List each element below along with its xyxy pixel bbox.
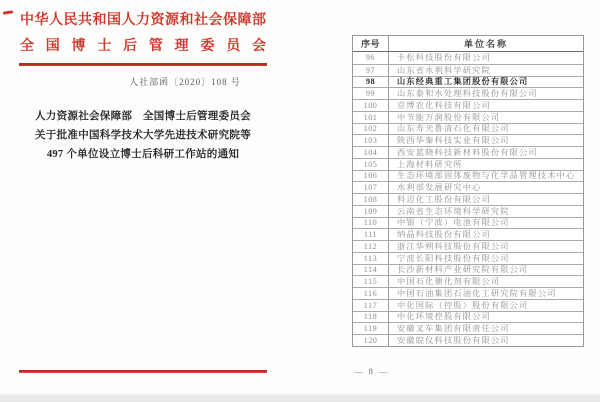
notice-title (20, 107, 266, 164)
serial-number-cell: 105 (353, 159, 389, 170)
unit-name-text: 中节能万润股份有限公司 (397, 112, 501, 122)
unit-name-cell (389, 147, 583, 158)
serial-number-cell: 113 (353, 253, 389, 264)
serial-number-cell: 118 (353, 312, 389, 323)
unit-name-cell (389, 253, 583, 264)
notice-title-line3: 497 个单位设立博士后科研工作站的通知 (46, 149, 240, 160)
notice-page (20, 12, 266, 373)
unit-name-cell (389, 323, 583, 334)
unit-name-text: 山东经典重工集团股份有限公司 (397, 77, 528, 88)
serial-number-cell: 101 (353, 112, 389, 123)
serial-number-cell: 106 (353, 171, 389, 182)
notice-body-line (20, 316, 266, 331)
table-row (353, 275, 583, 287)
red-scan-mark (3, 10, 13, 14)
table-row (353, 205, 583, 217)
table-row (353, 264, 583, 276)
unit-name-text: 生态环境部固体废物与化学品管理技术中心 (397, 171, 576, 181)
unit-name-text: 云南省生态环境科学研究院 (397, 206, 510, 216)
issuer-name-line1: 中华人民共和国人力资源和社会保障部 (20, 13, 266, 28)
serial-number-cell: 117 (353, 300, 389, 311)
table-row (353, 170, 583, 182)
unit-name-text: 浙江华朔科技股份有限公司 (397, 241, 510, 251)
unit-name-cell (389, 135, 583, 146)
table-row (353, 158, 583, 170)
notice-title-line2: 关于批准中国科学技术大学先进技术研究院等 (35, 130, 251, 141)
scan-edge-shadow (0, 394, 600, 402)
serial-number-cell: 103 (353, 135, 389, 146)
unit-name-text: 山东省水利科学研究院 (397, 65, 491, 75)
unit-name-text: 卡松科技股份有限公司 (397, 53, 491, 63)
table-row (353, 311, 583, 323)
unit-name-text: 中国石化催化剂有限公司 (397, 277, 501, 287)
notice-body-line (20, 181, 266, 196)
unit-name-cell (389, 241, 583, 252)
serial-number-cell: 96 (353, 52, 389, 64)
unit-name-cell (389, 124, 583, 135)
table-row (353, 134, 583, 146)
unit-name-header: 单位名称 (463, 39, 508, 49)
notice-body-line (20, 256, 266, 271)
issuer-name-line2: 全国博士后管理委员会 (20, 39, 266, 54)
serial-number-cell: 115 (353, 276, 389, 287)
unit-name-cell (389, 194, 583, 205)
unit-name-text: 中国石油集团石油化工研究院有限公司 (397, 288, 557, 298)
unit-name-text: 山东泰和水处理科技股份有限公司 (397, 89, 538, 99)
unit-name-cell (389, 288, 583, 299)
table-row (353, 287, 583, 299)
notice-body (20, 181, 266, 361)
unit-name-cell (389, 265, 583, 276)
table-row (353, 52, 583, 64)
serial-number-cell: 107 (353, 182, 389, 193)
unit-name-text: 水利部发展研究中心 (397, 183, 482, 193)
serial-number-cell: 116 (353, 288, 389, 299)
red-header-divider (19, 63, 267, 66)
table-row (353, 322, 583, 334)
serial-number-cell: 119 (353, 323, 389, 334)
table-header-row (353, 36, 583, 52)
unit-name-cell (389, 300, 583, 311)
unit-name-text: 宁波长阳科技股份有限公司 (397, 253, 510, 263)
unit-name-cell (389, 52, 583, 64)
serial-number-cell: 120 (353, 335, 389, 346)
unit-name-text: 京博农化科技有限公司 (397, 100, 491, 110)
serial-number-cell: 110 (353, 218, 389, 229)
unit-name-cell (389, 335, 583, 346)
unit-name-cell (389, 276, 583, 287)
serial-number-cell: 114 (353, 265, 389, 276)
serial-number-cell: 108 (353, 194, 389, 205)
serial-number-header: 序号 (353, 36, 389, 51)
table-row (353, 217, 583, 229)
unit-name-cell (389, 182, 583, 193)
notice-title-line1: 人力资源社会保障部 全国博士后管理委员会 (35, 111, 251, 122)
notice-body-line (20, 196, 266, 211)
table-row (353, 87, 583, 99)
unit-name-cell (389, 100, 583, 111)
unit-name-text: 上海材料研究所 (397, 159, 463, 169)
unit-name-text: 山东寿光鲁清石化有限公司 (397, 124, 510, 134)
unit-name-text: 中化国际（控股）股份有限公司 (397, 300, 529, 310)
serial-number-cell: 112 (353, 241, 389, 252)
serial-number-cell: 109 (353, 206, 389, 217)
table-row (353, 76, 583, 88)
unit-name-cell (389, 218, 583, 229)
unit-name-cell (389, 312, 583, 323)
unit-name-cell (389, 171, 583, 182)
notice-body-line (20, 241, 266, 256)
page-number: — 8 — (354, 366, 390, 376)
unit-name-cell (389, 112, 583, 123)
notice-body-line (20, 226, 266, 241)
unit-name-cell (389, 159, 583, 170)
notice-body-line (20, 346, 266, 361)
unit-name-text: 科迈化工股份有限公司 (397, 194, 491, 204)
table-row (353, 228, 583, 240)
unit-name-text: 西安蓝晓科技新材料股份有限公司 (397, 147, 538, 157)
notice-body-line (20, 331, 266, 346)
serial-number-cell: 104 (353, 147, 389, 158)
unit-name-text: 纳晶科技股份有限公司 (397, 230, 491, 240)
table-row (353, 252, 583, 264)
table-body (353, 52, 583, 346)
table-row (353, 334, 583, 346)
table-row (353, 111, 583, 123)
unit-name-cell (389, 77, 583, 88)
notice-body-line (20, 271, 266, 286)
table-row (353, 299, 583, 311)
notice-body-line (20, 286, 266, 301)
unit-name-text: 中银（宁波）电池有限公司 (397, 218, 510, 228)
table-row (353, 240, 583, 252)
serial-number-cell: 111 (353, 229, 389, 240)
serial-number-cell: 102 (353, 124, 389, 135)
unit-name-cell (389, 65, 583, 76)
table-row (353, 193, 583, 205)
unit-name-text: 长沙新材料产业研究院有限公司 (397, 265, 529, 275)
serial-number-cell: 97 (353, 65, 389, 76)
document-number: 人社部函〔2020〕108 号 (129, 77, 241, 87)
unit-name-cell (389, 229, 583, 240)
table-row (353, 181, 583, 193)
table-row (353, 99, 583, 111)
unit-name-text: 中化环境控股有限公司 (397, 312, 491, 322)
unit-name-text: 陕西华秦科技实业有限公司 (397, 136, 510, 146)
table-row (353, 146, 583, 158)
serial-number-cell: 99 (353, 88, 389, 99)
notice-body-line (20, 301, 266, 316)
serial-number-cell: 98 (353, 77, 389, 88)
notice-body-line (20, 211, 266, 226)
unit-name-text: 安徽叉车集团有限责任公司 (397, 324, 510, 334)
unit-name-text: 安徽皖仪科技股份有限公司 (397, 335, 510, 345)
unit-list-table (352, 35, 584, 347)
unit-name-cell (389, 206, 583, 217)
unit-name-cell (389, 88, 583, 99)
red-footer-divider (19, 370, 267, 373)
table-row (353, 123, 583, 135)
table-row (353, 64, 583, 76)
serial-number-cell: 100 (353, 100, 389, 111)
